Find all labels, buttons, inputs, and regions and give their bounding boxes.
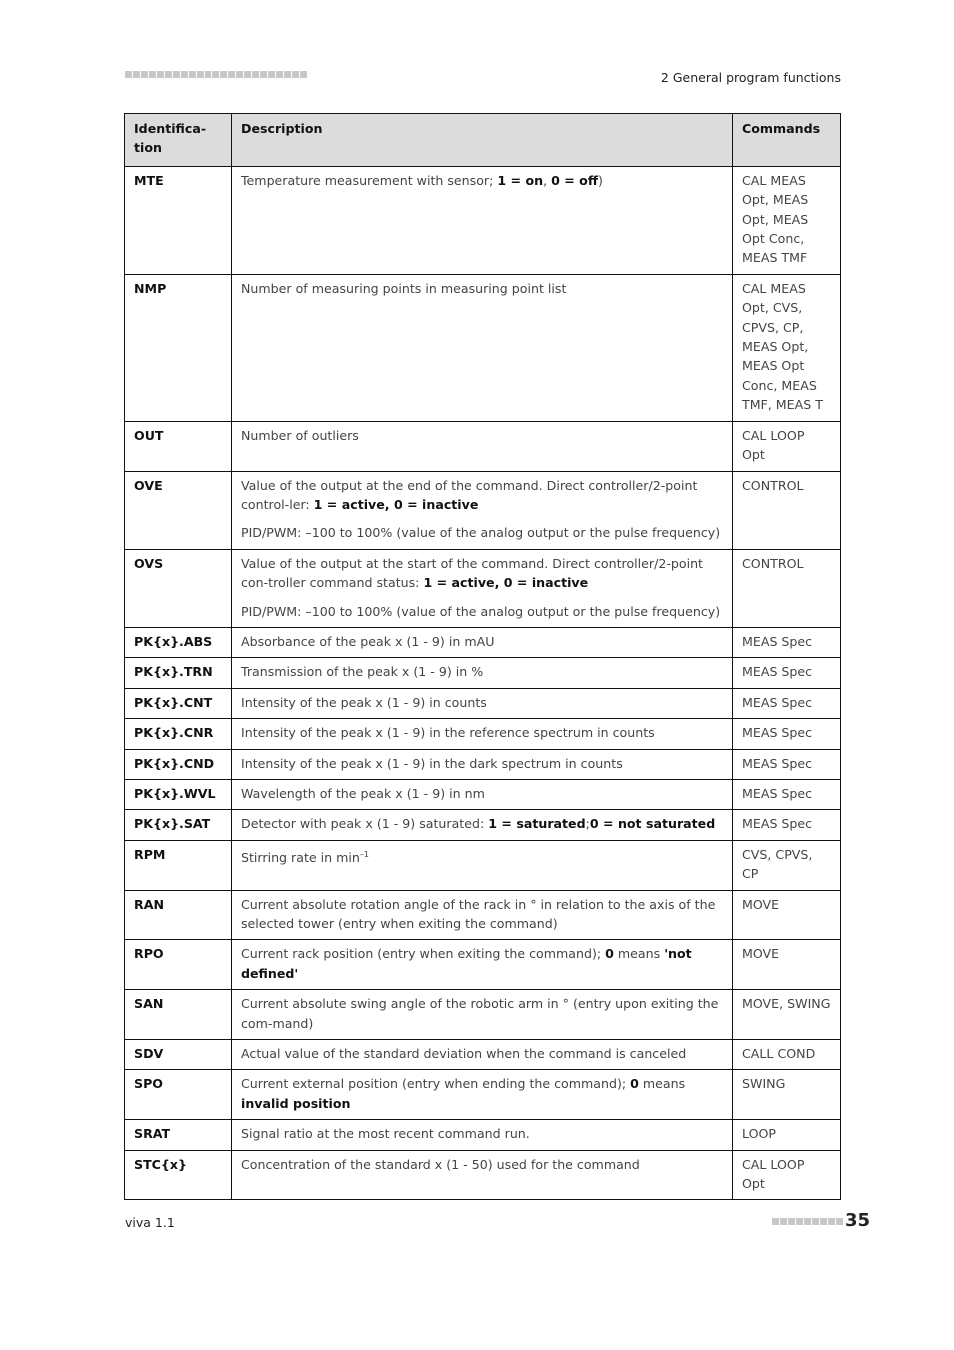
description-paragraph [241,476,723,515]
emphasis-text: 1 = saturated [488,816,586,832]
table-row [125,549,841,627]
row-commands: MOVE, SWING [733,990,841,1040]
description-paragraph [241,279,723,298]
row-identification: SRAT [125,1120,232,1150]
description-text: Absorbance of the peak x (1 - 9) in mAU [241,633,495,649]
description-text: Transmission of the peak x (1 - 9) in % [241,664,484,680]
description-paragraph-secondary: PID/PWM: –100 to 100% (value of the analog output or the pulse frequency) [241,603,721,619]
table-row [125,658,841,688]
row-identification: PK{x}.ABS [125,627,232,657]
description-text: Wavelength of the peak x (1 - 9) in nm [241,785,485,801]
row-description [232,1150,733,1200]
row-commands: CAL MEAS Opt, CVS, CPVS, CP, MEAS Opt, MEAS Opt Conc, MEAS TMF, MEAS T [733,274,841,421]
table-row [125,1040,841,1070]
row-identification: PK{x}.CNR [125,719,232,749]
description-text: ) [598,172,603,188]
emphasis-text: 'not defined' [241,946,692,981]
row-identification: SPO [125,1070,232,1120]
emphasis-text: 1 = active, 0 = inactive [313,496,479,512]
parameter-table [124,113,841,1200]
row-description [232,658,733,688]
row-identification: PK{x}.CND [125,749,232,779]
chapter-title: 2 General program functions [660,70,841,85]
header-description: Description [232,114,733,167]
row-commands: MEAS Spec [733,779,841,809]
row-commands: LOOP [733,1120,841,1150]
description-text: Intensity of the peak x (1 - 9) in the dark spectrum in counts [241,755,623,771]
table-row [125,890,841,940]
description-text: Current external position (entry when ending the command); [241,1076,631,1092]
row-commands: MEAS Spec [733,749,841,779]
table-row [125,810,841,840]
description-paragraph [241,723,723,742]
row-description [232,421,733,471]
row-commands: CAL LOOP Opt [733,1150,841,1200]
description-paragraph [241,426,723,445]
row-commands: MOVE [733,940,841,990]
description-paragraph [241,693,723,712]
row-description [232,166,733,274]
description-paragraph [241,944,723,983]
description-text: Temperature measurement with sensor; [241,172,498,188]
emphasis-text: invalid position [241,1095,351,1111]
header-decoration-squares [125,71,307,81]
header-identification: Identifica- tion [125,114,232,167]
row-commands: CONTROL [733,471,841,549]
description-text: Intensity of the peak x (1 - 9) in counts [241,694,487,710]
table-row [125,1150,841,1200]
row-description [232,549,733,627]
row-commands: MEAS Spec [733,688,841,718]
description-paragraph [241,814,723,833]
row-identification: MTE [125,166,232,274]
row-description [232,627,733,657]
row-commands: CAL LOOP Opt [733,421,841,471]
description-paragraph [241,1074,723,1113]
description-paragraph [241,994,723,1033]
row-identification: NMP [125,274,232,421]
emphasis-text: 0 = not saturated [589,816,716,832]
table-row [125,840,841,890]
description-text: , [543,172,552,188]
row-description [232,940,733,990]
description-text: Current absolute swing angle of the robotic arm in ° (entry upon exiting the com-mand) [241,996,719,1031]
description-text: Number of outliers [241,427,359,443]
row-description [232,840,733,890]
row-description [232,749,733,779]
header-commands: Commands [733,114,841,167]
description-text: Value of the output at the start of the command. Direct controller/2-point con-troller command status: [241,555,703,591]
table-row [125,274,841,421]
product-version: viva 1.1 [125,1215,175,1230]
description-text: Concentration of the standard x (1 - 50) used for the command [241,1156,640,1172]
footer-decoration-squares [772,1218,843,1225]
table-row [125,749,841,779]
row-commands: CVS, CPVS, CP [733,840,841,890]
row-identification: PK{x}.WVL [125,779,232,809]
row-identification: PK{x}.CNT [125,688,232,718]
table-row [125,471,841,549]
row-description [232,1120,733,1150]
description-text: Stirring rate in min [241,849,360,865]
row-commands: MEAS Spec [733,810,841,840]
row-description [232,779,733,809]
row-identification: OVE [125,471,232,549]
row-description [232,274,733,421]
table-row [125,1070,841,1120]
description-text: Current rack position (entry when exiting the command); [241,946,606,962]
row-description [232,810,733,840]
row-identification: RAN [125,890,232,940]
description-text: Value of the output at the end of the command. Direct controller/2-point control-ler: [241,477,698,512]
description-text: Intensity of the peak x (1 - 9) in the reference spectrum in counts [241,725,655,741]
row-description [232,719,733,749]
description-text: Current absolute rotation angle of the rack in ° in relation to the axis of the selected tower (entry when exiting the command) [241,896,716,931]
row-commands: CONTROL [733,549,841,627]
table-row [125,166,841,274]
row-commands: MOVE [733,890,841,940]
row-description [232,471,733,549]
description-paragraph [241,632,723,651]
row-commands: MEAS Spec [733,627,841,657]
emphasis-text: 1 = active, 0 = inactive [423,575,589,591]
description-text: Actual value of the standard deviation when the command is canceled [241,1046,687,1062]
table-header-row [125,114,841,167]
row-identification: RPM [125,840,232,890]
table-row [125,688,841,718]
row-identification: RPO [125,940,232,990]
description-paragraph [241,1044,723,1063]
row-description [232,1070,733,1120]
row-identification: SAN [125,990,232,1040]
unit-exponent: –1 [359,849,369,859]
description-paragraph [241,171,723,190]
description-text: means [613,946,665,962]
emphasis-text: 0 [605,946,614,962]
row-identification: OUT [125,421,232,471]
description-paragraph [241,554,723,593]
row-commands: SWING [733,1070,841,1120]
description-text: ; [585,816,590,832]
emphasis-text: 0 [630,1076,639,1092]
description-paragraph-secondary: PID/PWM: –100 to 100% (value of the analog output or the pulse frequency) [241,525,721,541]
description-text: Detector with peak x (1 - 9) saturated: [241,816,489,832]
table-row [125,940,841,990]
row-commands: CAL MEAS Opt, MEAS Opt, MEAS Opt Conc, MEAS TMF [733,166,841,274]
emphasis-text: 1 = on [497,172,544,188]
description-paragraph [241,754,723,773]
row-identification: PK{x}.SAT [125,810,232,840]
row-description [232,1040,733,1070]
table-row [125,627,841,657]
row-description [232,990,733,1040]
row-identification: OVS [125,549,232,627]
table-row [125,421,841,471]
description-paragraph [241,1124,723,1143]
row-description [232,688,733,718]
table-row [125,779,841,809]
row-commands: MEAS Spec [733,719,841,749]
table-row [125,1120,841,1150]
description-text: Number of measuring points in measuring point list [241,280,567,296]
emphasis-text: 0 = off [551,172,599,188]
row-identification: SDV [125,1040,232,1070]
description-text: Signal ratio at the most recent command run. [241,1126,530,1142]
page-number: 35 [845,1210,871,1231]
row-description [232,890,733,940]
row-identification: PK{x}.TRN [125,658,232,688]
description-paragraph [241,895,723,934]
description-text: means [638,1076,686,1092]
description-paragraph [241,784,723,803]
row-commands: MEAS Spec [733,658,841,688]
row-identification: STC{x} [125,1150,232,1200]
row-commands: CALL COND [733,1040,841,1070]
table-row [125,719,841,749]
table-row [125,990,841,1040]
description-paragraph [241,662,723,681]
description-paragraph [241,1155,723,1174]
description-paragraph [241,845,723,867]
